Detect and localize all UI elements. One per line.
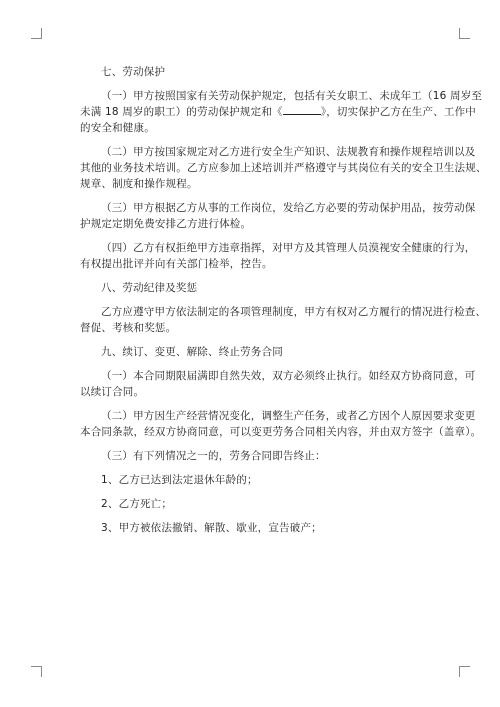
document-page [80, 64, 487, 536]
list-item: 3、甲方被依法撤销、解散、歇业，宣告破产； [101, 522, 322, 534]
paragraph-line: 有权提出批评并向有关部门检举，控告。 [80, 258, 273, 270]
crop-mark-top-left [31, 28, 42, 39]
paragraph-line: （三）甲方根据乙方从事的工作岗位，发给乙方必要的劳动保护用品，按劳动保 [101, 202, 476, 214]
paragraph-line: 督促、考核和奖惩。 [80, 322, 177, 334]
paragraph-line: 乙方应遵守甲方依法制定的各项管理制度，甲方有权对乙方履行的情况进行检查、 [101, 306, 487, 318]
paragraph-line: （三）有下列情况之一的，劳务合同即告终止： [101, 450, 326, 462]
crop-mark-top-right [459, 28, 470, 39]
paragraph-line [80, 104, 476, 120]
paragraph-line: （四）乙方有权拒绝甲方违章指挥，对甲方及其管理人员漠视安全健康的行为， [101, 242, 476, 254]
section-heading: 八、劳动纪律及奖惩 [101, 282, 198, 294]
paragraph-line: 其他的业务技术培训。乙方应参加上述培训并严格遵守与其岗位有关的安全卫生法规、 [80, 162, 487, 174]
paragraph-line: （二）甲方按国家规定对乙方进行安全生产知识、法规教育和操作规程培训以及 [101, 146, 476, 158]
paragraph-text: 未满 18 周岁的职工）的劳动保护规定和《 [80, 106, 283, 118]
paragraph-line: （二）甲方因生产经营情况变化，调整生产任务，或者乙方因个人原因要求变更 [101, 410, 476, 422]
paragraph-line: 以续订合同。 [80, 386, 145, 398]
paragraph-text: 》，切实保护乙方在生产、工作中 [320, 106, 476, 118]
crop-mark-bottom-left [31, 666, 42, 677]
crop-mark-bottom-right [459, 666, 470, 677]
paragraph-line: 护规定定期免费安排乙方进行体检。 [80, 218, 252, 230]
fill-in-blank [283, 104, 321, 115]
paragraph-line: （一）甲方按照国家有关劳动保护规定，包括有关女职工、未成年工（16 周岁至 [101, 90, 483, 102]
list-item: 2、乙方死亡； [101, 498, 173, 510]
paragraph-line: （一）本合同期限届满即自然失效，双方必须终止执行。如经双方协商同意，可 [101, 370, 476, 382]
list-item: 1、乙方已达到法定退休年龄的； [101, 474, 258, 486]
paragraph-line: 规章、制度和操作规程。 [80, 178, 198, 190]
paragraph-line: 的安全和健康。 [80, 122, 155, 134]
section-heading: 七、劳动保护 [101, 66, 166, 78]
section-heading: 九、续订、变更、解除、终止劳务合同 [101, 346, 283, 358]
paragraph-line: 本合同条款，经双方协商同意，可以变更劳务合同相关内容，并由双方签字（盖章）。 [80, 426, 482, 438]
